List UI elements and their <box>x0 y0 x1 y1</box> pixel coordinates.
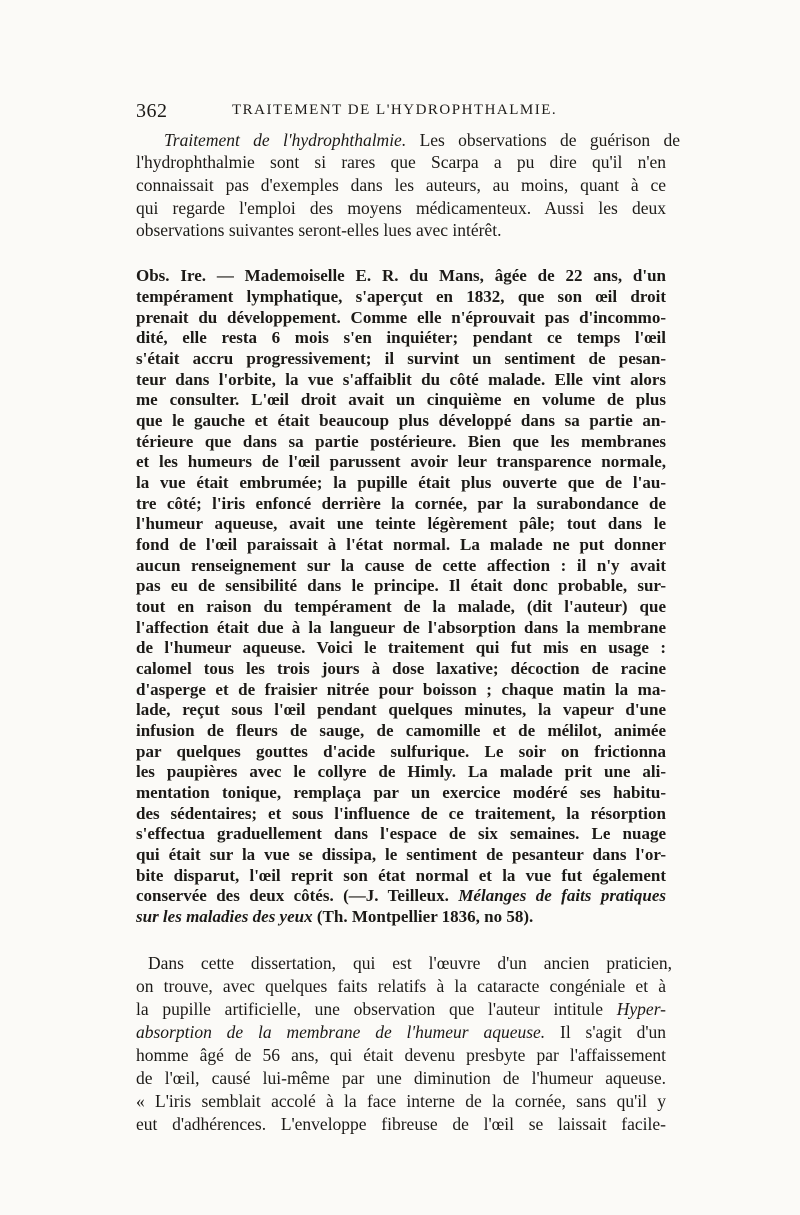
text-line: Obs. Ire. — Mademoiselle E. R. du Mans, âgée de 22 ans, d'un <box>136 266 666 285</box>
text-line: mentation tonique, remplaça par un exercice modéré ses habitu- <box>136 783 666 802</box>
text-line <box>136 886 666 906</box>
text-line: infusion de fleurs de sauge, de camomille et de mélilot, animée <box>136 721 666 740</box>
text-line: tout en raison du tempérament de la malade, (dit l'auteur) que <box>136 597 666 616</box>
text-line: lade, reçut sous l'œil pendant quelques minutes, la vapeur d'une <box>136 700 666 719</box>
text-line: l'affection était due à la langueur de l'absorption dans la membrane <box>136 618 666 637</box>
text-line: des sédentaires; et sous l'influence de ce traitement, la résorption <box>136 804 666 823</box>
text-line: me consulter. L'œil droit avait un cinquième en volume de plus <box>136 390 666 409</box>
text-line: l'humeur aqueuse, avait une teinte légèrement pâle; tout dans le <box>136 514 666 533</box>
text-line: térieure que dans sa partie postérieure. Bien que les membranes <box>136 432 666 451</box>
text-line: qui regarde l'emploi des moyens médicamenteux. Aussi les deux <box>136 198 666 218</box>
text-span: Il s'agit d'un <box>545 1022 666 1042</box>
page-number: 362 <box>136 100 168 122</box>
text-line: Dans cette dissertation, qui est l'œuvre d'un ancien praticien, <box>148 953 672 973</box>
text-span: (Th. Montpellier 1836, no 58). <box>312 907 534 926</box>
text-line: pas eu de sensibilité dans le principe. Il était donc probable, sur- <box>136 576 666 595</box>
italic-heading: Traitement de l'hydrophthalmie. <box>164 130 407 150</box>
text-line: qui était sur la vue se dissipa, le sentiment de pesanteur dans l'or- <box>136 845 666 864</box>
citation-title-cont: sur les maladies des yeux <box>136 907 313 926</box>
text-line: « L'iris semblait accolé à la face interne de la cornée, sans qu'il y <box>136 1091 666 1111</box>
citation-title: Mélanges de faits pratiques <box>458 886 666 905</box>
italic-term-cont: absorption de la membrane de l'humeur aqueuse. <box>136 1022 546 1042</box>
text-line: observations suivantes seront-elles lues avec intérêt. <box>136 220 502 240</box>
text-line: prenait du développement. Comme elle n'éprouvait pas d'incommo- <box>136 308 666 327</box>
text-line: s'effectua graduellement dans l'espace de six semaines. Le nuage <box>136 824 666 843</box>
text-line: eut d'adhérences. L'enveloppe fibreuse de l'œil se laissait facile- <box>136 1114 666 1134</box>
running-title: TRAITEMENT DE L'HYDROPHTHALMIE. <box>232 102 558 118</box>
text-line: teur dans l'orbite, la vue s'affaiblit du côté malade. Elle vint alors <box>136 370 666 389</box>
text-line <box>136 999 666 1020</box>
text-line: les paupières avec le collyre de Himly. La malade prit une ali- <box>136 762 666 781</box>
text-line: s'était accru progressivement; il survint un sentiment de pesan- <box>136 349 666 368</box>
text-line: dité, elle resta 6 mois s'en inquiéter; pendant ce temps l'œil <box>136 328 666 347</box>
text-line: fond de l'œil paraissait à l'état normal. La malade ne put donner <box>136 535 666 554</box>
text-line <box>136 907 666 927</box>
text-line: aucun renseignement sur la cause de cette affection : il n'y avait <box>136 556 666 575</box>
text-line: on trouve, avec quelques faits relatifs à la cataracte congéniale et à <box>136 976 666 996</box>
text-line <box>150 130 680 151</box>
text-line: de l'œil, causé lui-même par une diminution de l'humeur aqueuse. <box>136 1068 666 1088</box>
text-span: Les observations de guérison de <box>406 130 680 150</box>
italic-term: Hyper- <box>616 999 666 1019</box>
text-line: connaissait pas d'exemples dans les auteurs, au moins, quant à ce <box>136 175 666 195</box>
text-line: par quelques gouttes d'acide sulfurique. Le soir on frictionna <box>136 742 666 761</box>
text-line: la vue était embrumée; la pupille était plus ouverte que de l'au- <box>136 473 666 492</box>
text-line: et les humeurs de l'œil parussent avoir leur transparence normale, <box>136 452 666 471</box>
text-line: bite disparut, l'œil reprit son état normal et la vue fut également <box>136 866 666 885</box>
text-line: tre côté; l'iris enfoncé derrière la cornée, par la surabondance de <box>136 494 666 513</box>
text-line: que le gauche et était beaucoup plus développé dans sa partie an- <box>136 411 666 430</box>
text-line: homme âgé de 56 ans, qui était devenu presbyte par l'affaissement <box>136 1045 666 1065</box>
text-line: calomel tous les trois jours à dose laxative; décoction de racine <box>136 659 666 678</box>
text-line: de l'humeur aqueuse. Voici le traitement qui fut mis en usage : <box>136 638 666 657</box>
text-line: tempérament lymphatique, s'aperçut en 1832, que son œil droit <box>136 287 666 306</box>
text-line: l'hydrophthalmie sont si rares que Scarpa a pu dire qu'il n'en <box>136 152 666 172</box>
text-line <box>136 1022 666 1043</box>
text-line: d'asperge et de fraisier nitrée pour boisson ; chaque matin la ma- <box>136 680 666 699</box>
text-span: conservée des deux côtés. (—J. Teilleux. <box>136 886 449 905</box>
text-span: la pupille artificielle, une observation que l'auteur intitule <box>136 999 617 1019</box>
